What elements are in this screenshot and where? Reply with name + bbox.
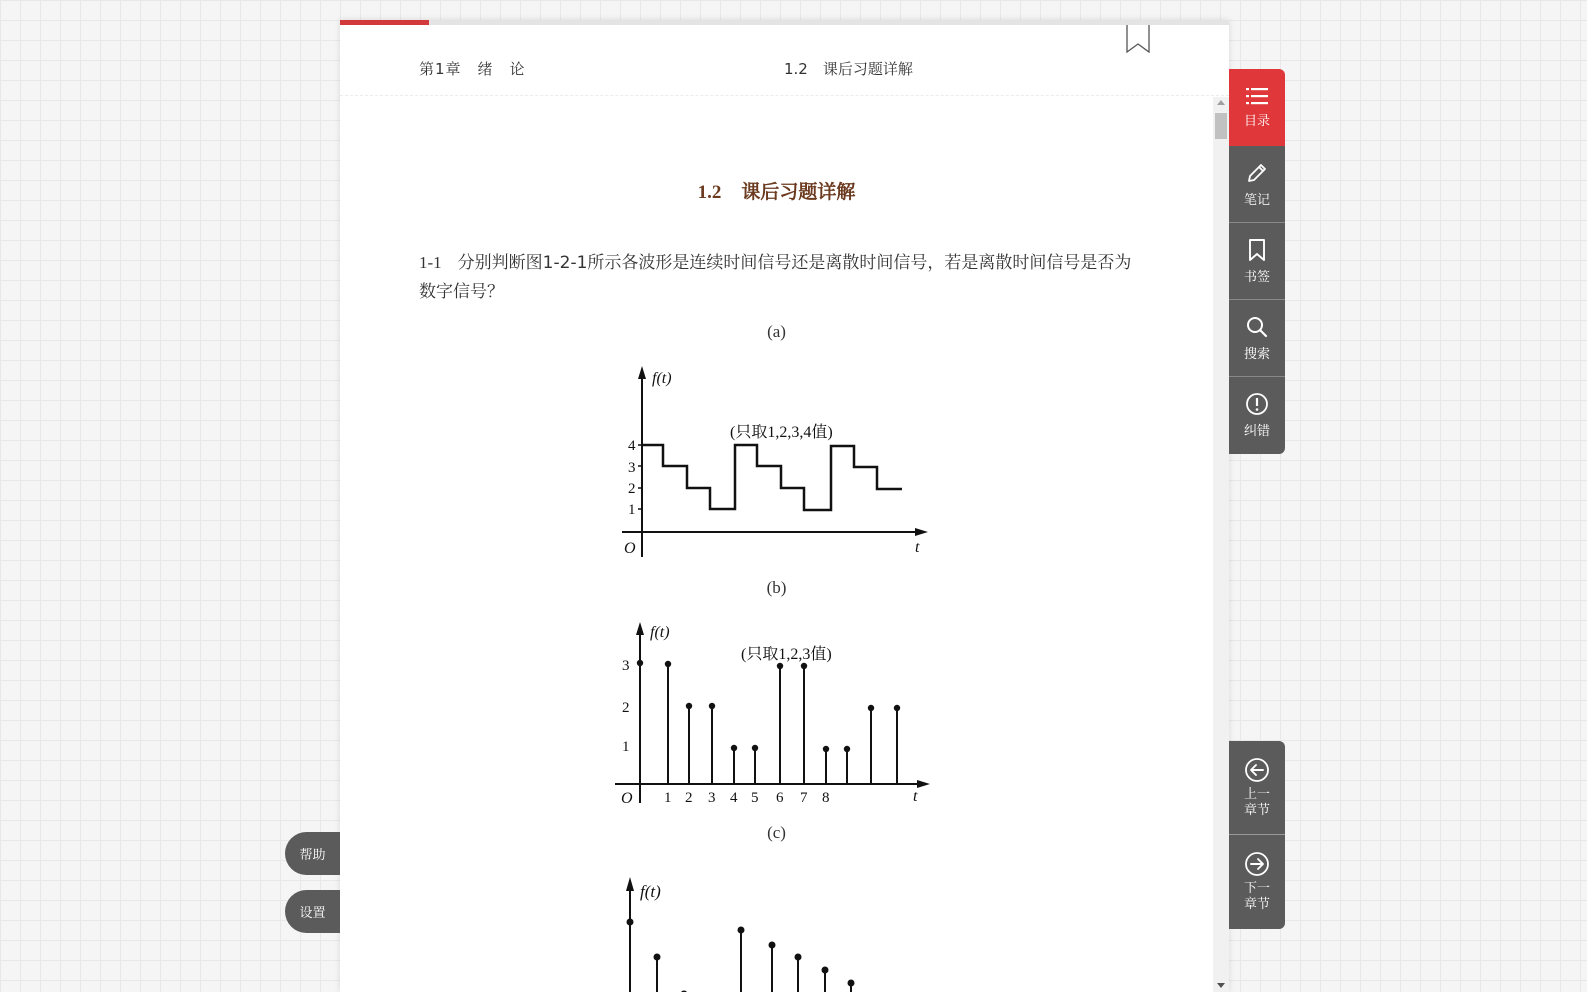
scroll-down-arrow-icon[interactable] [1217,983,1225,988]
page-header [340,25,1229,96]
svg-text:1: 1 [664,790,672,805]
side-toolbar [1229,69,1285,454]
figure-a-caption: (a) [767,322,786,341]
svg-text:4: 4 [628,438,636,454]
report-error-label: 纠错 [1243,424,1270,439]
prev-chapter-button[interactable] [1229,741,1285,835]
arrow-right-circle-icon [1244,851,1270,877]
toc-button[interactable] [1229,69,1285,146]
chapter-nav [1229,741,1285,929]
bookmarks-label: 书签 [1243,269,1270,285]
search-icon [1245,315,1269,339]
scroll-thumb[interactable] [1215,113,1227,139]
svg-text:4: 4 [730,790,738,805]
svg-text:3: 3 [628,460,636,476]
svg-text:2: 2 [622,700,630,716]
svg-text:1: 1 [622,739,630,755]
svg-text:f(t): f(t) [650,624,670,641]
svg-text:1: 1 [628,502,636,518]
svg-text:7: 7 [800,790,808,805]
svg-text:f(t): f(t) [640,882,661,901]
notes-label: 笔记 [1243,192,1270,208]
figure-b-caption: (b) [766,578,787,597]
svg-text:(只取1,2,3,4值): (只取1,2,3,4值) [730,424,833,441]
help-button[interactable]: 帮助 [285,832,340,875]
report-error-button[interactable] [1229,377,1285,454]
svg-text:8: 8 [822,790,830,805]
scroll-up-arrow-icon[interactable] [1217,100,1225,105]
svg-text:3: 3 [708,790,716,805]
svg-text:2: 2 [628,481,636,497]
arrow-left-circle-icon [1244,757,1270,783]
svg-text:3: 3 [622,658,630,674]
svg-text:5: 5 [751,790,759,805]
bookmark-ribbon-icon[interactable] [1126,25,1150,53]
next-chapter-label-1: 下一 [1243,881,1270,896]
page-scrollbar[interactable] [1213,97,1229,992]
svg-text:O: O [624,540,636,557]
reader-page [340,20,1229,992]
figure-c-caption: (c) [767,823,786,842]
next-chapter-button[interactable] [1229,835,1285,929]
next-chapter-label-2: 章节 [1243,897,1270,912]
prev-chapter-label-2: 章节 [1243,802,1270,818]
figure-c-chart [610,869,910,992]
page-content [340,97,1213,992]
toc-label: 目录 [1243,114,1270,129]
svg-text:t: t [913,788,918,805]
svg-text:6: 6 [776,790,784,805]
svg-text:2: 2 [685,790,693,805]
bookmark-icon [1247,238,1267,262]
figure-b-chart [605,615,935,805]
question-text: 1-1 分别判断图1-2-1所示各波形是连续时间信号还是离散时间信号，若是离散时间信号是否为数字信号？ [419,253,1132,302]
search-button[interactable] [1229,300,1285,377]
section-label: 1.2 课后习题详解 [784,60,913,78]
alert-icon [1245,392,1269,416]
pencil-icon [1245,161,1269,185]
list-icon [1245,86,1269,106]
question-number: 1-1 [419,253,442,272]
bookmarks-button[interactable] [1229,223,1285,300]
section-heading: 1.2 课后习题详解 [697,181,856,203]
settings-button[interactable]: 设置 [285,890,340,933]
svg-text:t: t [915,539,920,556]
prev-chapter-label-1: 上一 [1243,786,1270,802]
chapter-label: 第1章 绪 论 [419,60,526,78]
notes-button[interactable] [1229,146,1285,223]
svg-text:O: O [621,790,633,805]
figure-a-chart [610,359,940,559]
search-label: 搜索 [1243,346,1270,362]
svg-text:f(t): f(t) [652,370,672,387]
svg-text:(只取1,2,3值): (只取1,2,3值) [741,646,832,663]
